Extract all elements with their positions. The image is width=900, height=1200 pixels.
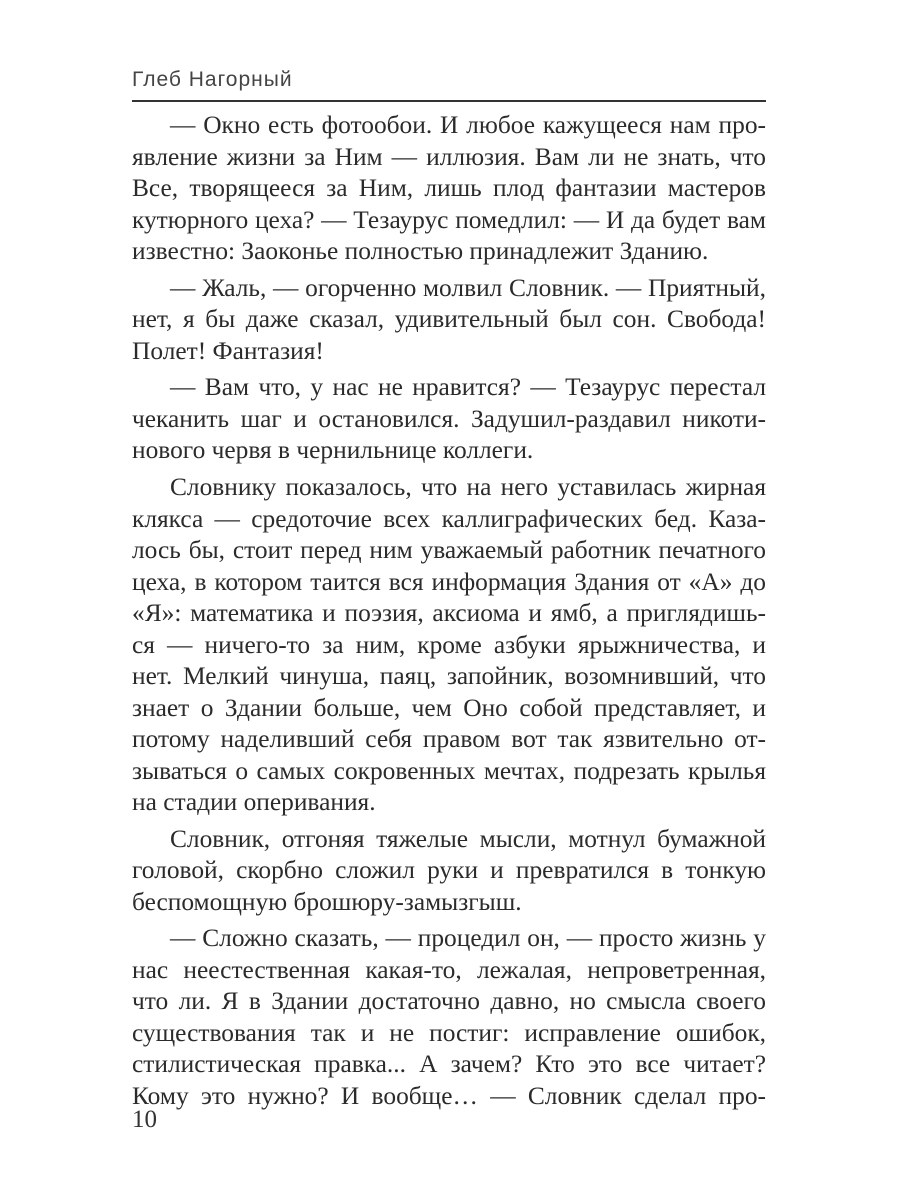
text-line: «Я»: математика и поэзия, аксиома и ямб, а приглядишь-	[132, 599, 766, 628]
text-line: — Жаль, — огорченно молвил Словник. — Приятный,	[170, 273, 766, 302]
body-text	[132, 110, 766, 1118]
paragraph	[132, 472, 766, 819]
paragraph	[132, 824, 766, 919]
text-line: Словнику показалось, что на него уставилась жирная	[170, 473, 766, 502]
running-header	[132, 66, 766, 102]
text-line: стилистическая правка... А зачем? Кто это все читает?	[132, 1050, 766, 1079]
text-line: Полет! Фантазия!	[132, 336, 324, 365]
text-line: знает о Здании больше, чем Оно собой представляет, и	[132, 693, 766, 722]
text-line: клякса — средоточие всех каллиграфических бед. Каза-	[132, 504, 766, 533]
text-line: — Окно есть фотообои. И любое кажущееся нам про-	[170, 111, 766, 139]
paragraph	[132, 110, 766, 268]
text-line: нового червя в чернильнице коллеги.	[132, 436, 534, 465]
text-line: нет, я бы даже сказал, удивительный был сон. Свобода!	[132, 305, 766, 334]
text-line: беспомощную брошюру-замызгыш.	[132, 887, 522, 916]
text-line: головой, скорбно сложил руки и превратился в тонкую	[132, 856, 766, 885]
text-line: — Сложно сказать, — процедил он, — просто жизнь у	[170, 924, 766, 953]
text-line: лось бы, стоит перед ним уважаемый работник печатного	[132, 536, 766, 565]
text-line: существования так и не постиг: исправление ошибок,	[132, 1018, 766, 1047]
text-line: Все, творящееся за Ним, лишь плод фантазии мастеров	[132, 174, 766, 202]
text-line: чеканить шаг и остановился. Задушил-раздавил никоти-	[132, 404, 766, 433]
text-line: что ли. Я в Здании достаточно давно, но смысла своего	[132, 987, 766, 1016]
header-author: Глеб Нагорный	[132, 68, 293, 91]
text-line: Кому это нужно? И вообще… — Словник сделал про-	[132, 1081, 766, 1110]
text-line: явление жизни за Ним — иллюзия. Вам ли не знать, что	[132, 142, 766, 171]
text-line: зываться о самых сокровенных мечтах, подрезать крылья	[132, 756, 766, 785]
page-number: 10	[132, 1106, 157, 1133]
text-line: нет. Мелкий чинуша, паяц, запойник, возомнивший, что	[132, 662, 766, 691]
paragraph	[132, 923, 766, 1112]
text-line: цеха, в котором таится вся информация Здания от «А» до	[132, 567, 766, 596]
text-line: на стадии оперивания.	[132, 788, 376, 817]
text-line: — Вам что, у нас не нравится? — Тезаурус перестал	[170, 373, 766, 402]
text-line: Словник, отгоняя тяжелые мысли, мотнул бумажной	[170, 824, 766, 853]
text-line: потому наделивший себя правом вот так язвительно от-	[132, 725, 766, 754]
text-line: кутюрного цеха? — Тезаурус помедлил: — И да будет вам	[132, 205, 766, 234]
text-line: ся — ничего-то за ним, кроме азбуки ярыжничества, и	[132, 630, 766, 659]
text-line: известно: Заоконье полностью принадлежит Зданию.	[132, 237, 709, 265]
text-line: нас неестественная какая-то, лежалая, непроветренная,	[132, 955, 766, 984]
paragraph	[132, 372, 766, 467]
paragraph	[132, 273, 766, 368]
